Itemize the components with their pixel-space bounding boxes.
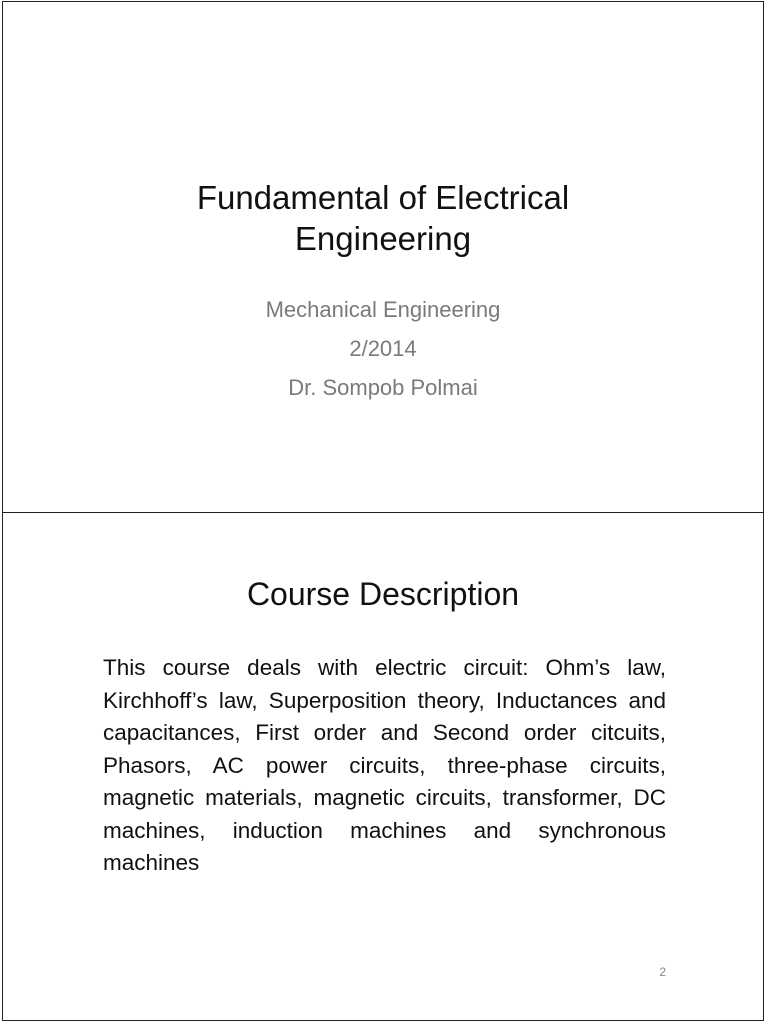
slide-title bbox=[2, 1, 764, 513]
page-number: 2 bbox=[659, 965, 666, 979]
title-line-2: Engineering bbox=[294, 220, 472, 257]
term-text: 2/2014 bbox=[349, 336, 417, 361]
slide-subtitle bbox=[3, 290, 763, 407]
course-description-body: This course deals with electric circuit: Ohm’s law, Kirchhoff’s law, Superposition theory, Inductances and capacitances, First order and Second order citcuits, Phasors, AC power circuits, three-phase circuits, magnetic materials, magnetic circuits, transformer, DC machines, induction machines and synchronous machines bbox=[103, 655, 666, 875]
title-line-1: Fundamental of Electrical bbox=[196, 179, 570, 216]
slide-course-description bbox=[2, 512, 764, 1021]
course-description-title: Course Description bbox=[246, 576, 520, 612]
author-text: Dr. Sompob Polmai bbox=[288, 375, 478, 400]
department-text: Mechanical Engineering bbox=[265, 297, 501, 322]
slide-main-title bbox=[3, 177, 763, 259]
